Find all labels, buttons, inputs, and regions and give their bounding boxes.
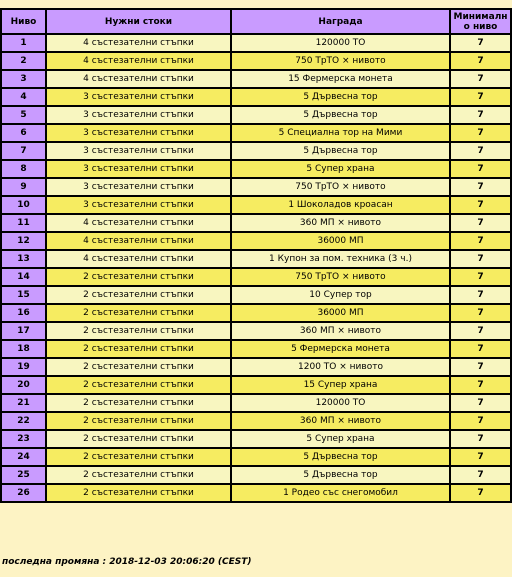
cell-level: 18 [1, 340, 46, 358]
cell-minimum-level: 7 [450, 214, 511, 232]
cell-reward: 5 Супер храна [231, 160, 450, 178]
cell-level: 14 [1, 268, 46, 286]
cell-reward: 5 Фермерска монета [231, 340, 450, 358]
table-row [1, 52, 511, 70]
cell-required-goods: 2 състезателни стъпки [46, 394, 231, 412]
cell-minimum-level: 7 [450, 88, 511, 106]
cell-reward: 360 МП × нивото [231, 412, 450, 430]
cell-reward: 360 МП × нивото [231, 322, 450, 340]
header-minimum-level-label: Минимално ниво [453, 11, 508, 32]
cell-level: 16 [1, 304, 46, 322]
header-minimum-level [450, 9, 511, 34]
cell-reward: 5 Дървесна тор [231, 88, 450, 106]
cell-level: 13 [1, 250, 46, 268]
cell-reward: 1200 ТО × нивото [231, 358, 450, 376]
cell-minimum-level: 7 [450, 448, 511, 466]
table-row [1, 106, 511, 124]
cell-minimum-level: 7 [450, 178, 511, 196]
table-row [1, 34, 511, 52]
cell-level: 1 [1, 34, 46, 52]
cell-level: 23 [1, 430, 46, 448]
table-row [1, 376, 511, 394]
cell-required-goods: 3 състезателни стъпки [46, 160, 231, 178]
cell-minimum-level: 7 [450, 484, 511, 502]
table-row [1, 286, 511, 304]
cell-level: 11 [1, 214, 46, 232]
table-row [1, 484, 511, 502]
cell-required-goods: 2 състезателни стъпки [46, 466, 231, 484]
table-row [1, 304, 511, 322]
cell-level: 17 [1, 322, 46, 340]
cell-reward: 5 Дървесна тор [231, 106, 450, 124]
cell-level: 25 [1, 466, 46, 484]
rewards-table [0, 8, 512, 503]
table-row [1, 430, 511, 448]
header-required-goods: Нужни стоки [46, 9, 231, 34]
table-row [1, 250, 511, 268]
cell-level: 7 [1, 142, 46, 160]
cell-reward: 5 Специална тор на Мими [231, 124, 450, 142]
table-row [1, 196, 511, 214]
cell-minimum-level: 7 [450, 466, 511, 484]
cell-required-goods: 4 състезателни стъпки [46, 52, 231, 70]
table-row [1, 394, 511, 412]
header-reward: Награда [231, 9, 450, 34]
cell-minimum-level: 7 [450, 304, 511, 322]
cell-minimum-level: 7 [450, 124, 511, 142]
cell-reward: 750 ТрТО × нивото [231, 52, 450, 70]
cell-level: 6 [1, 124, 46, 142]
table-row [1, 124, 511, 142]
cell-reward: 5 Дървесна тор [231, 142, 450, 160]
cell-required-goods: 2 състезателни стъпки [46, 430, 231, 448]
cell-reward: 10 Супер тор [231, 286, 450, 304]
cell-level: 2 [1, 52, 46, 70]
cell-required-goods: 4 състезателни стъпки [46, 232, 231, 250]
cell-required-goods: 2 състезателни стъпки [46, 268, 231, 286]
cell-level: 3 [1, 70, 46, 88]
last-modified-note: последна промяна : 2018-12-03 20:06:20 (CEST) [2, 557, 252, 567]
cell-level: 8 [1, 160, 46, 178]
cell-minimum-level: 7 [450, 196, 511, 214]
cell-required-goods: 4 състезателни стъпки [46, 250, 231, 268]
cell-required-goods: 2 състезателни стъпки [46, 322, 231, 340]
cell-level: 4 [1, 88, 46, 106]
cell-level: 12 [1, 232, 46, 250]
cell-reward: 36000 МП [231, 232, 450, 250]
cell-level: 24 [1, 448, 46, 466]
cell-reward: 5 Дървесна тор [231, 448, 450, 466]
table-row [1, 322, 511, 340]
table-row [1, 142, 511, 160]
cell-minimum-level: 7 [450, 34, 511, 52]
cell-minimum-level: 7 [450, 106, 511, 124]
table-row [1, 448, 511, 466]
cell-reward: 5 Супер храна [231, 430, 450, 448]
cell-reward: 1 Родео със снегомобил [231, 484, 450, 502]
table-row [1, 412, 511, 430]
cell-required-goods: 2 състезателни стъпки [46, 340, 231, 358]
table-row [1, 178, 511, 196]
cell-minimum-level: 7 [450, 430, 511, 448]
cell-reward: 120000 ТО [231, 34, 450, 52]
cell-reward: 750 ТрТО × нивото [231, 268, 450, 286]
table-row [1, 358, 511, 376]
cell-minimum-level: 7 [450, 70, 511, 88]
cell-level: 22 [1, 412, 46, 430]
cell-reward: 1 Шоколадов кроасан [231, 196, 450, 214]
table-row [1, 214, 511, 232]
cell-required-goods: 2 състезателни стъпки [46, 286, 231, 304]
cell-required-goods: 3 състезателни стъпки [46, 178, 231, 196]
cell-level: 21 [1, 394, 46, 412]
cell-reward: 15 Супер храна [231, 376, 450, 394]
table-row [1, 340, 511, 358]
cell-minimum-level: 7 [450, 250, 511, 268]
cell-minimum-level: 7 [450, 142, 511, 160]
cell-required-goods: 2 състезателни стъпки [46, 376, 231, 394]
cell-required-goods: 3 състезателни стъпки [46, 196, 231, 214]
cell-reward: 36000 МП [231, 304, 450, 322]
cell-required-goods: 2 състезателни стъпки [46, 412, 231, 430]
cell-minimum-level: 7 [450, 232, 511, 250]
cell-level: 10 [1, 196, 46, 214]
cell-level: 20 [1, 376, 46, 394]
cell-reward: 15 Фермерска монета [231, 70, 450, 88]
table-row [1, 88, 511, 106]
cell-level: 19 [1, 358, 46, 376]
table-row [1, 70, 511, 88]
cell-required-goods: 3 състезателни стъпки [46, 124, 231, 142]
header-level: Ниво [1, 9, 46, 34]
cell-required-goods: 4 състезателни стъпки [46, 70, 231, 88]
cell-required-goods: 2 състезателни стъпки [46, 304, 231, 322]
table-row [1, 268, 511, 286]
table-header-row [1, 9, 511, 34]
table-body [1, 34, 511, 502]
cell-required-goods: 2 състезателни стъпки [46, 448, 231, 466]
cell-required-goods: 4 състезателни стъпки [46, 214, 231, 232]
cell-minimum-level: 7 [450, 412, 511, 430]
cell-reward: 750 ТрТО × нивото [231, 178, 450, 196]
cell-reward: 5 Дървесна тор [231, 466, 450, 484]
cell-minimum-level: 7 [450, 52, 511, 70]
cell-level: 5 [1, 106, 46, 124]
cell-minimum-level: 7 [450, 268, 511, 286]
cell-minimum-level: 7 [450, 376, 511, 394]
cell-required-goods: 3 състезателни стъпки [46, 142, 231, 160]
cell-minimum-level: 7 [450, 340, 511, 358]
cell-minimum-level: 7 [450, 160, 511, 178]
cell-level: 26 [1, 484, 46, 502]
table-row [1, 160, 511, 178]
cell-required-goods: 2 състезателни стъпки [46, 358, 231, 376]
cell-reward: 120000 ТО [231, 394, 450, 412]
cell-required-goods: 3 състезателни стъпки [46, 88, 231, 106]
cell-reward: 1 Купон за пом. техника (3 ч.) [231, 250, 450, 268]
cell-minimum-level: 7 [450, 286, 511, 304]
cell-minimum-level: 7 [450, 322, 511, 340]
cell-minimum-level: 7 [450, 358, 511, 376]
cell-required-goods: 4 състезателни стъпки [46, 34, 231, 52]
cell-minimum-level: 7 [450, 394, 511, 412]
cell-level: 15 [1, 286, 46, 304]
table-row [1, 232, 511, 250]
cell-required-goods: 3 състезателни стъпки [46, 106, 231, 124]
cell-required-goods: 2 състезателни стъпки [46, 484, 231, 502]
cell-reward: 360 МП × нивото [231, 214, 450, 232]
table-row [1, 466, 511, 484]
cell-level: 9 [1, 178, 46, 196]
